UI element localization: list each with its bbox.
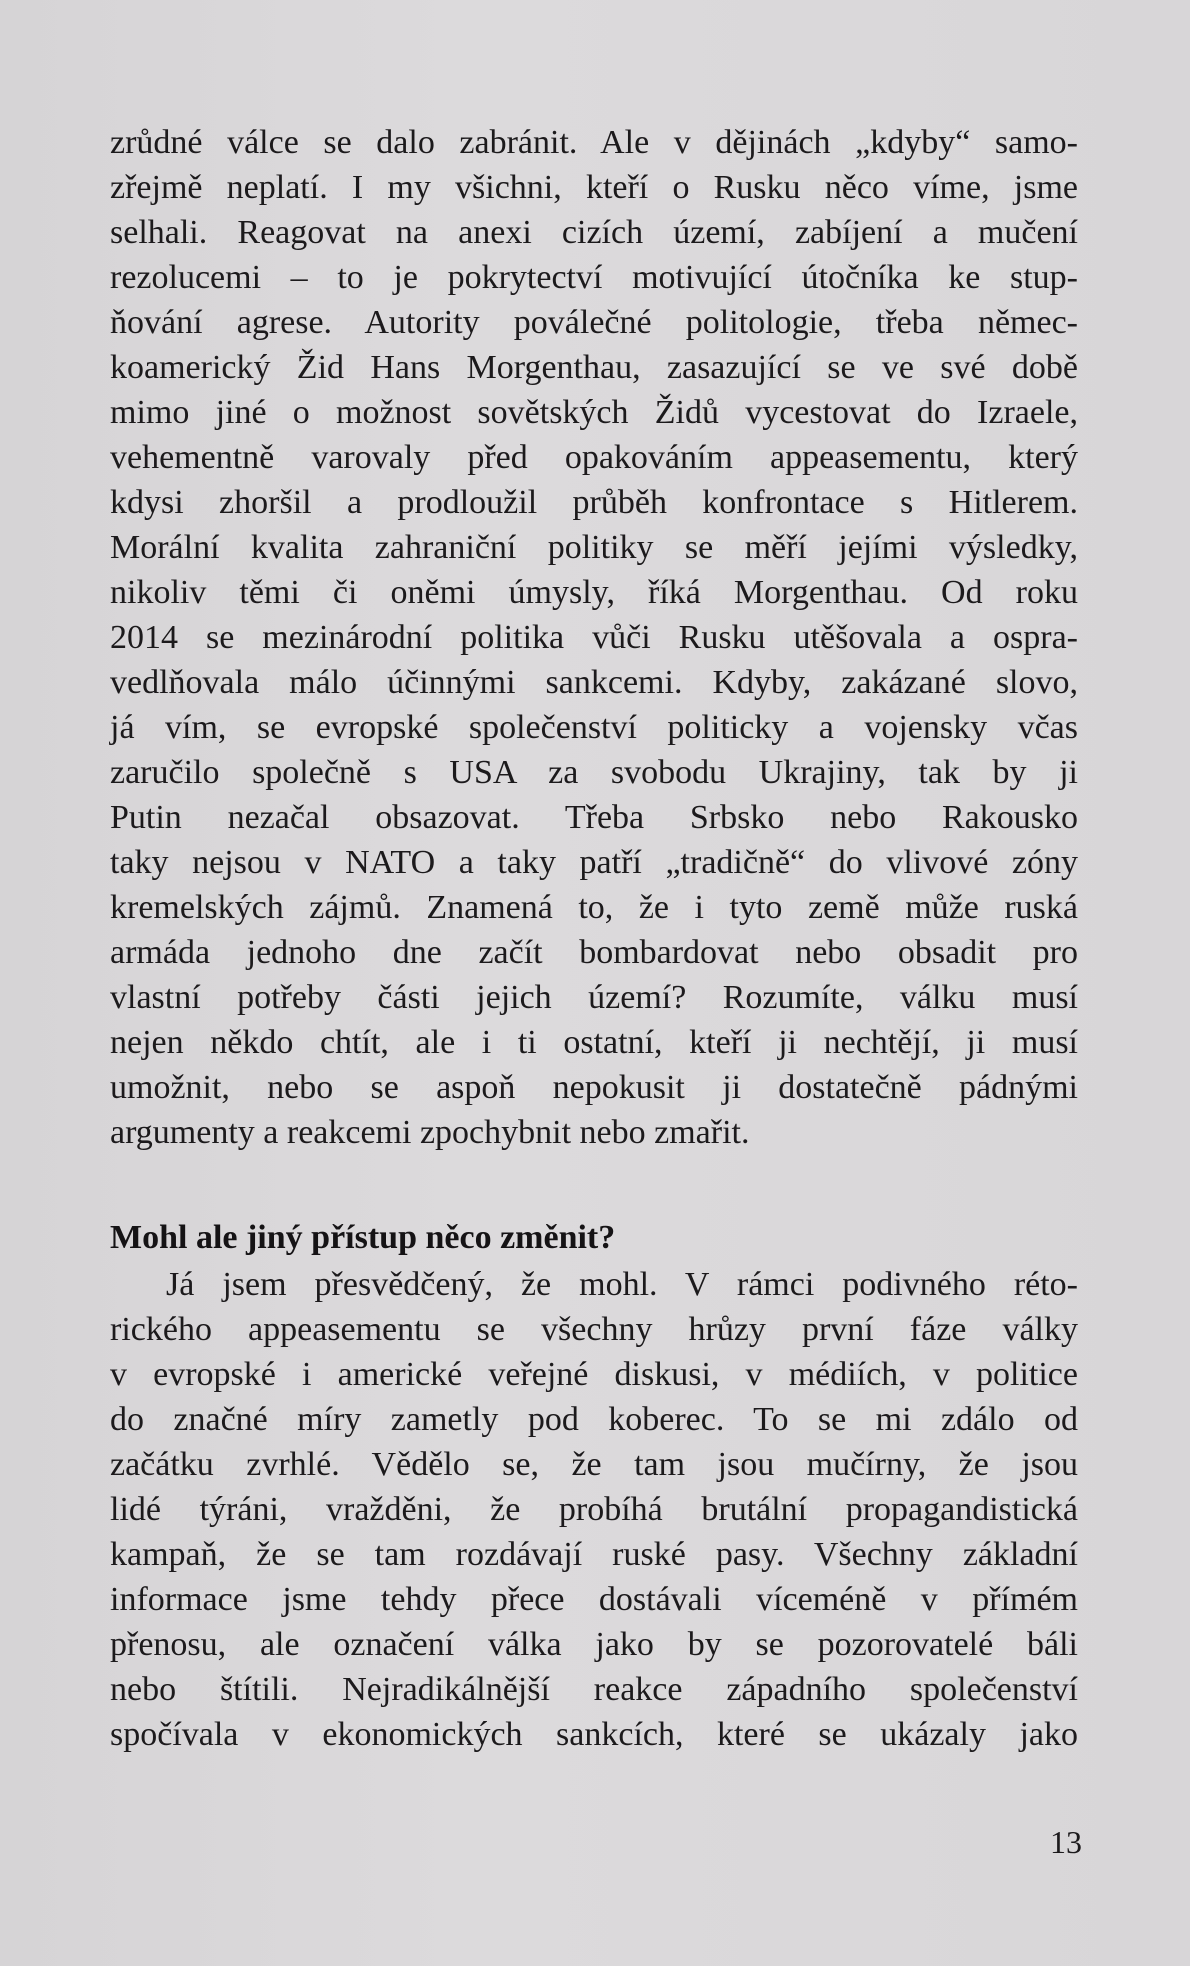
text-line: do značné míry zametly pod koberec. To se mi zdálo od — [110, 1401, 1078, 1438]
text-line: Putin nezačal obsazovat. Třeba Srbsko nebo Rakousko — [110, 799, 1078, 836]
text-line: zrůdné válce se dalo zabránit. Ale v dějinách „kdyby“ samo- — [110, 124, 1078, 161]
text-line: zaručilo společně s USA za svobodu Ukrajiny, tak by ji — [110, 754, 1078, 791]
text-line: kdysi zhoršil a prodloužil průběh konfrontace s Hitlerem. — [110, 484, 1078, 521]
text-line: vedlňovala málo účinnými sankcemi. Kdyby, zakázané slovo, — [110, 664, 1078, 701]
text-line: nebo štítili. Nejradikálnější reakce západního společenství — [110, 1671, 1078, 1708]
text-line: vlastní potřeby části jejich území? Rozumíte, válku musí — [110, 979, 1078, 1016]
text-line: koamerický Žid Hans Morgenthau, zasazující se ve své době — [110, 349, 1078, 386]
paragraph-1 — [110, 120, 1078, 1155]
section-heading: Mohl ale jiný přístup něco změnit? — [110, 1219, 616, 1256]
text-line: taky nejsou v NATO a taky patří „tradičně“ do vlivové zóny — [110, 844, 1078, 881]
text-line: kampaň, že se tam rozdávají ruské pasy. Všechny základní — [110, 1536, 1078, 1573]
text-line: spočívala v ekonomických sankcích, které se ukázaly jako — [110, 1716, 1078, 1753]
text-line: já vím, se evropské společenství politicky a vojensky včas — [110, 709, 1078, 746]
text-line: 2014 se mezinárodní politika vůči Rusku utěšovala a ospra- — [110, 619, 1078, 656]
text-line: umožnit, nebo se aspoň nepokusit ji dostatečně pádnými — [110, 1069, 1078, 1106]
text-line: začátku zvrhlé. Vědělo se, že tam jsou mučírny, že jsou — [110, 1446, 1078, 1483]
text-line: armáda jednoho dne začít bombardovat nebo obsadit pro — [110, 934, 1078, 971]
text-line: nikoliv těmi či oněmi úmysly, říká Morgenthau. Od roku — [110, 574, 1078, 611]
text-line: vehementně varovaly před opakováním appeasementu, který — [110, 439, 1078, 476]
text-line: lidé týráni, vražděni, že probíhá brutální propagandistická — [110, 1491, 1078, 1528]
paragraph-2 — [110, 1262, 1078, 1757]
text-line: nejen někdo chtít, ale i ti ostatní, kteří ji nechtějí, ji musí — [110, 1024, 1078, 1061]
text-line: rického appeasementu se všechny hrůzy první fáze války — [110, 1311, 1078, 1348]
page-number: 13 — [1050, 1824, 1082, 1860]
text-line: ňování agrese. Autority poválečné politologie, třeba němec- — [110, 304, 1078, 341]
text-line: argumenty a reakcemi zpochybnit nebo zmařit. — [110, 1114, 750, 1151]
text-line: selhali. Reagovat na anexi cizích území, zabíjení a mučení — [110, 214, 1078, 251]
text-line: mimo jiné o možnost sovětských Židů vycestovat do Izraele, — [110, 394, 1078, 431]
text-line: informace jsme tehdy přece dostávali víceméně v přímém — [110, 1581, 1078, 1618]
text-line: Morální kvalita zahraniční politiky se měří jejími výsledky, — [110, 529, 1078, 566]
text-line: kremelských zájmů. Znamená to, že i tyto země může ruská — [110, 889, 1078, 926]
text-line: zřejmě neplatí. I my všichni, kteří o Rusku něco víme, jsme — [110, 169, 1078, 206]
text-line: Já jsem přesvědčený, že mohl. V rámci podivného réto- — [110, 1266, 1078, 1303]
text-line: rezolucemi – to je pokrytectví motivující útočníka ke stup- — [110, 259, 1078, 296]
text-line: v evropské i americké veřejné diskusi, v médiích, v politice — [110, 1356, 1078, 1393]
text-line: přenosu, ale označení válka jako by se pozorovatelé báli — [110, 1626, 1078, 1663]
